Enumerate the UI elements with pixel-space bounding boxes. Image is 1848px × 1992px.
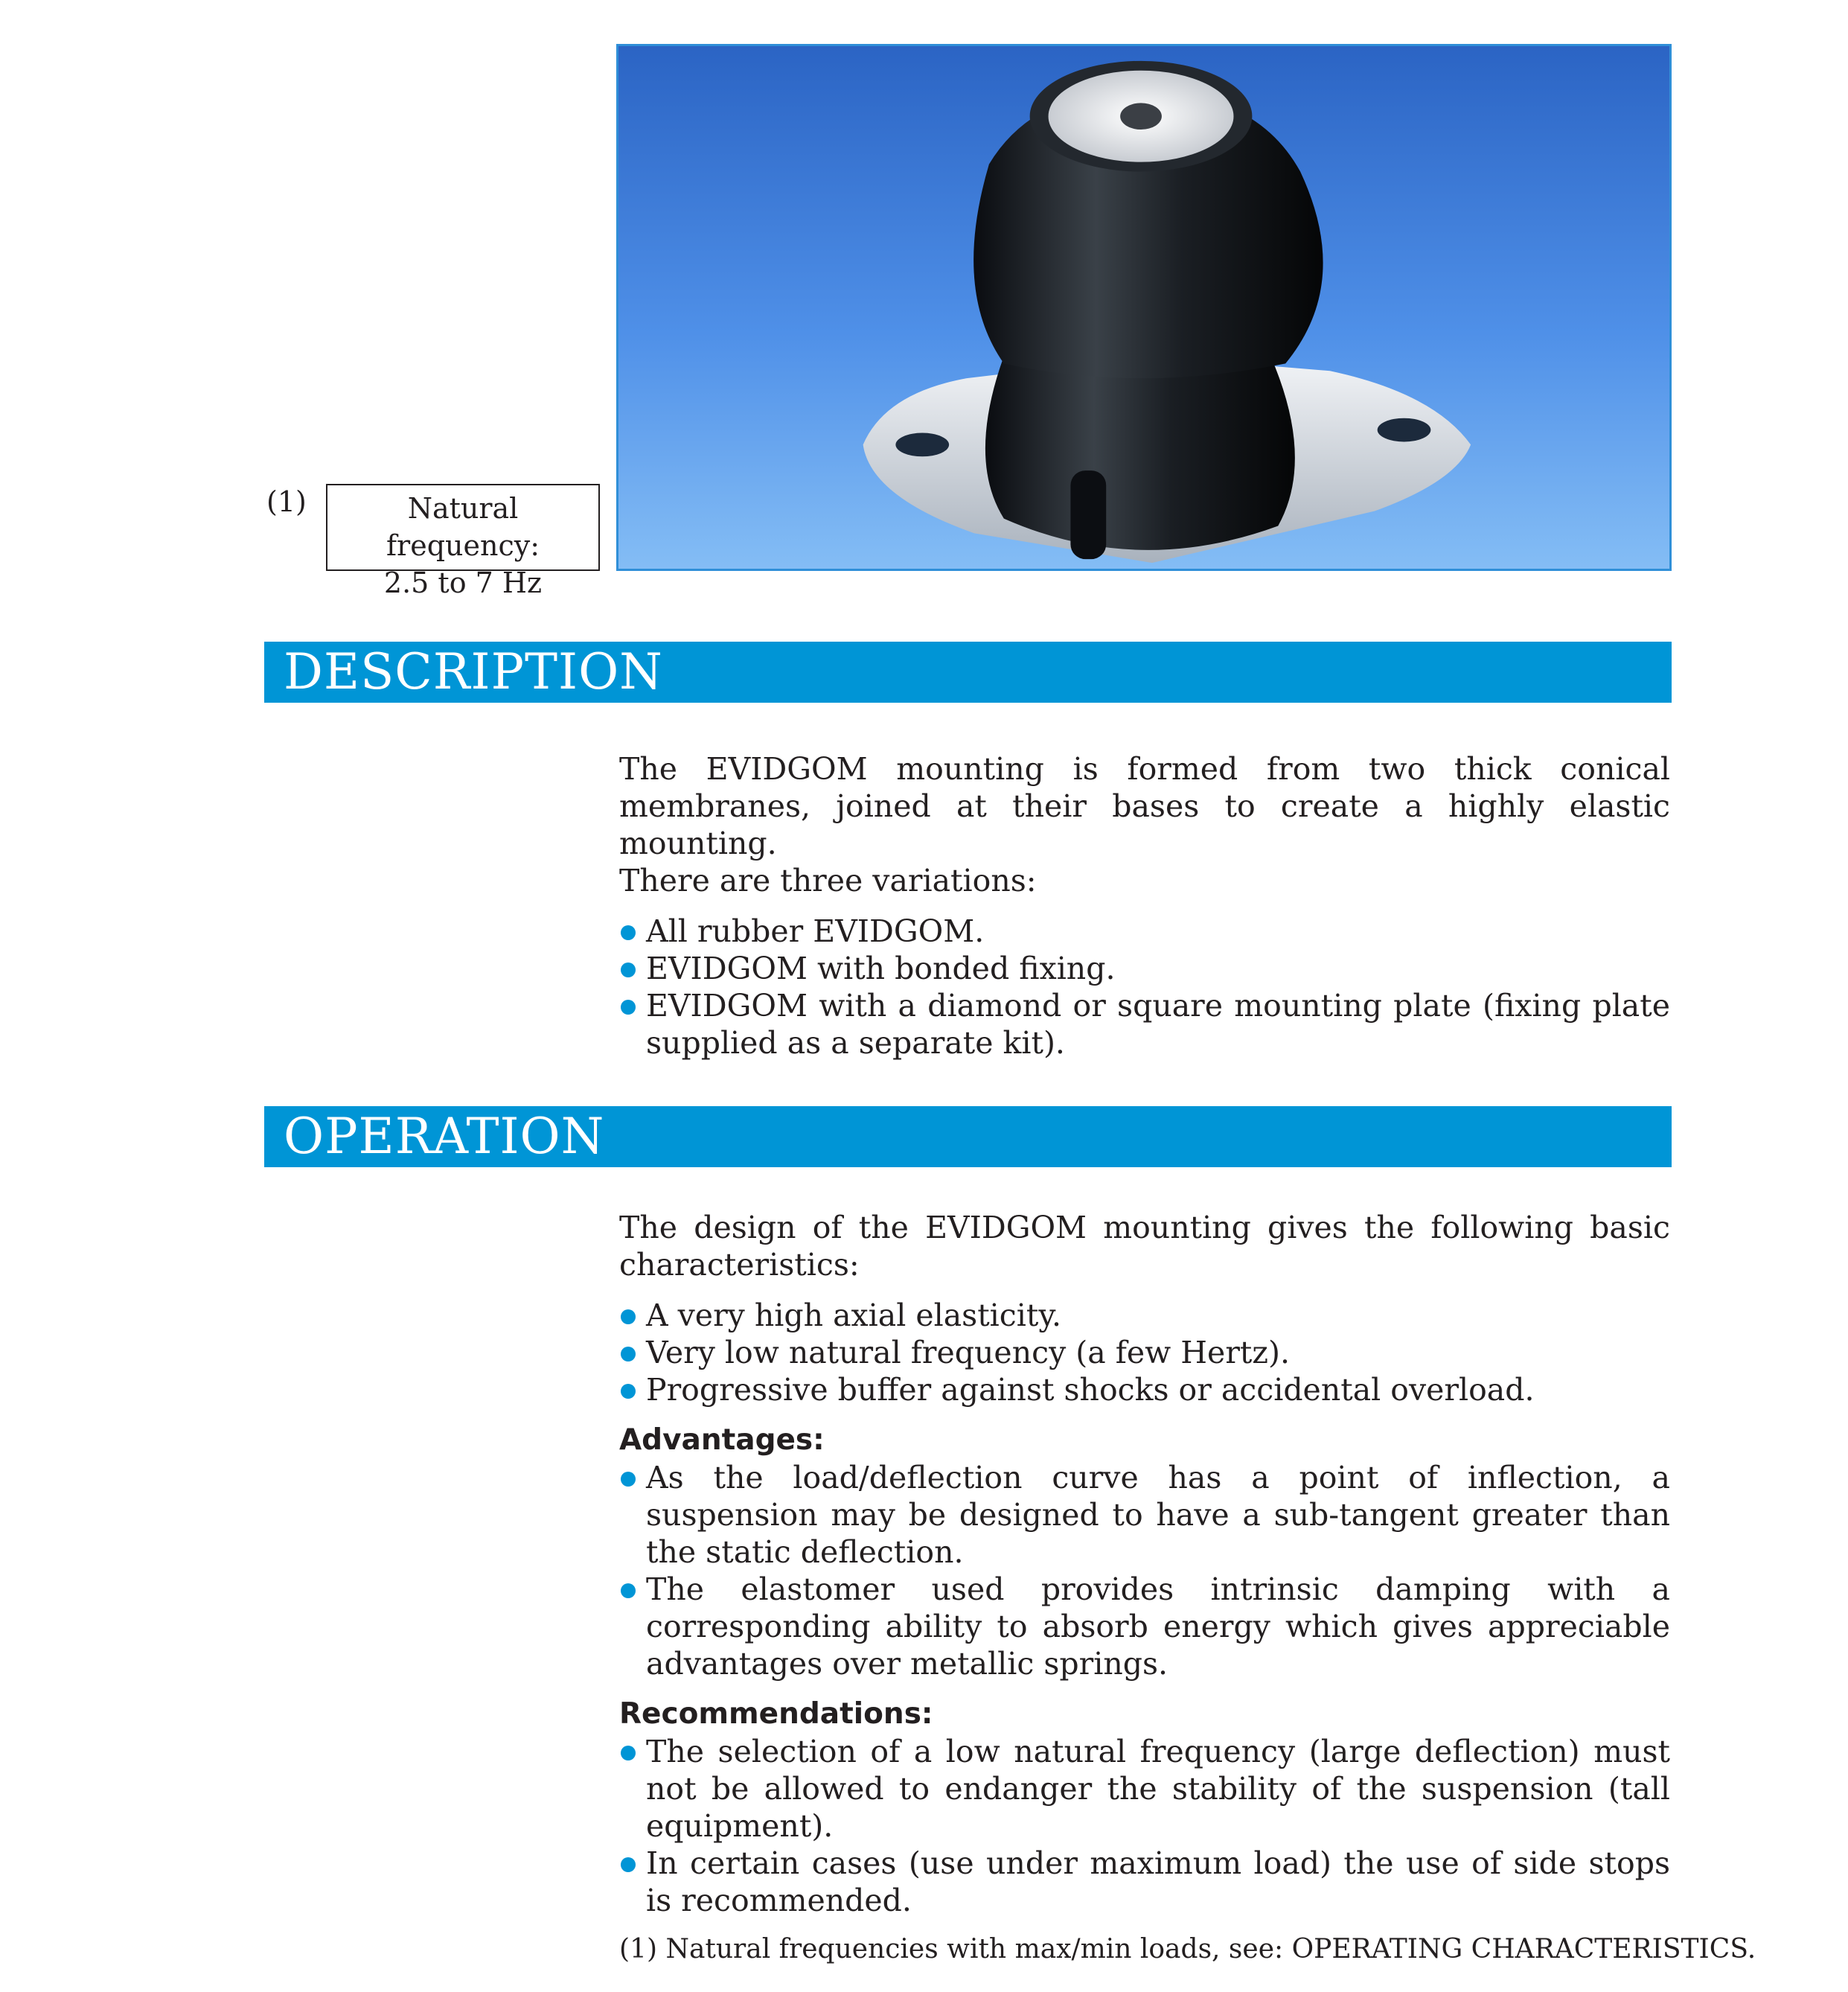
description-intro: The EVIDGOM mounting is formed from two thick conical membranes, joined at their bases to create a highly elastic mounting.: [619, 751, 1670, 861]
description-heading: DESCRIPTION: [264, 642, 1672, 703]
list-item: The selection of a low natural frequency (large deflection) must not be allowed to endanger the stability of the suspension (tall equipment).: [619, 1733, 1670, 1845]
recommendations-title: Recommendations:: [619, 1697, 933, 1731]
list-item: Very low natural frequency (a few Hertz).: [619, 1334, 1670, 1371]
list-item: Progressive buffer against shocks or accidental overload.: [619, 1371, 1670, 1408]
description-variations-lead: There are three variations:: [619, 863, 1037, 898]
list-item: EVIDGOM with bonded fixing.: [619, 950, 1670, 987]
operation-body: [619, 1209, 1670, 1919]
operation-intro: The design of the EVIDGOM mounting gives the following basic characteristics:: [619, 1210, 1670, 1283]
natural-frequency-box: [326, 484, 600, 599]
recommendations-list: [619, 1733, 1670, 1919]
list-item: The elastomer used provides intrinsic damping with a corresponding ability to absorb energy which gives appreciable advantages over metallic springs.: [619, 1571, 1670, 1682]
evidgom-mounting-illustration: [618, 46, 1669, 569]
list-item: A very high axial elasticity.: [619, 1297, 1670, 1334]
list-item: As the load/deflection curve has a point of inflection, a suspension may be designed to have a sub-tangent greater than the static deflection.: [619, 1459, 1670, 1571]
footnote-marker: (1): [266, 485, 307, 518]
operation-characteristics-list: [619, 1297, 1670, 1408]
page-footnote: (1) Natural frequencies with max/min loads, see: OPERATING CHARACTERISTICS.: [619, 1934, 1756, 1964]
operation-heading: OPERATION: [264, 1106, 1672, 1167]
product-photo: [616, 44, 1672, 571]
advantages-list: [619, 1459, 1670, 1682]
natural-frequency-value: 2.5 to 7 Hz: [383, 566, 543, 599]
list-item: In certain cases (use under maximum load) the use of side stops is recommended.: [619, 1845, 1670, 1919]
advantages-title: Advantages:: [619, 1423, 825, 1457]
list-item: EVIDGOM with a diamond or square mounting plate (fixing plate supplied as a separate kit).: [619, 987, 1670, 1062]
natural-frequency-label: Natural frequency:: [386, 492, 540, 562]
list-item: All rubber EVIDGOM.: [619, 913, 1670, 950]
description-variations-list: [619, 913, 1670, 1062]
description-body: [619, 750, 1670, 1062]
